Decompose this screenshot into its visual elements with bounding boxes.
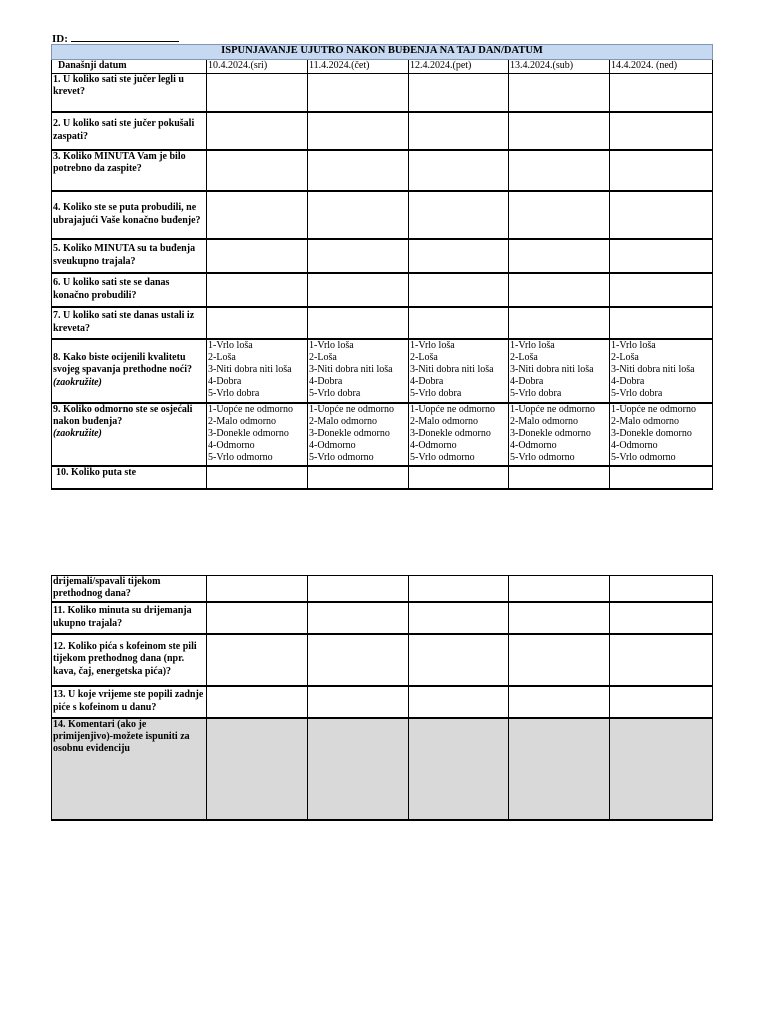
answer-cell[interactable] bbox=[308, 602, 409, 634]
answer-cell[interactable] bbox=[207, 466, 308, 489]
question-row-2 bbox=[52, 112, 713, 150]
answer-cell[interactable] bbox=[509, 112, 610, 150]
option[interactable]: 4-Odmorno bbox=[410, 440, 457, 452]
question-label: 14. Komentari (ako je primijenjivo)-možete ispuniti za osobnu evidenciju bbox=[52, 718, 207, 820]
answer-cell[interactable] bbox=[509, 191, 610, 239]
option[interactable]: 1-Uopće ne odmorno bbox=[510, 403, 595, 415]
answer-cell[interactable] bbox=[409, 74, 509, 112]
quality-options[interactable] bbox=[610, 339, 713, 403]
option[interactable]: 4-Odmorno bbox=[208, 440, 255, 452]
question-label: 10. Koliko puta ste bbox=[52, 466, 207, 489]
answer-cell[interactable] bbox=[610, 686, 713, 718]
option[interactable]: 2-Malo odmorno bbox=[510, 415, 579, 427]
option[interactable]: 1-Vrlo loša bbox=[510, 339, 555, 351]
answer-cell[interactable] bbox=[207, 74, 308, 112]
rested-options[interactable] bbox=[509, 403, 610, 466]
date-cell: 11.4.2024.(čet) bbox=[308, 60, 409, 74]
option[interactable]: 3-Donekle domorno bbox=[611, 427, 692, 439]
answer-cell[interactable] bbox=[610, 112, 713, 150]
option[interactable]: 5-Vrlo dobra bbox=[309, 388, 361, 400]
quality-options[interactable] bbox=[207, 339, 308, 403]
answer-cell[interactable] bbox=[207, 112, 308, 150]
answer-cell[interactable] bbox=[509, 239, 610, 273]
question-row-5 bbox=[52, 239, 713, 273]
comment-cell[interactable] bbox=[308, 718, 409, 820]
answer-cell[interactable] bbox=[509, 576, 610, 602]
question-label: 7. U koliko sati ste danas ustali iz kreveta? bbox=[52, 307, 207, 339]
answer-cell[interactable] bbox=[509, 466, 610, 489]
option[interactable]: 1-Uopće ne odmorno bbox=[410, 403, 495, 415]
option[interactable]: 5-Vrlo dobra bbox=[510, 388, 562, 400]
question-label: 11. Koliko minuta su drijemanja ukupno trajala? bbox=[52, 602, 207, 634]
option[interactable]: 4-Dobra bbox=[208, 376, 242, 388]
answer-cell[interactable] bbox=[207, 634, 308, 686]
answer-cell[interactable] bbox=[207, 239, 308, 273]
option[interactable]: 5-Vrlo odmorno bbox=[611, 452, 676, 464]
answer-cell[interactable] bbox=[308, 239, 409, 273]
option[interactable]: 1-Vrlo loša bbox=[208, 339, 253, 351]
question-row-9 bbox=[52, 403, 713, 466]
option[interactable]: 1-Vrlo loša bbox=[611, 339, 656, 351]
option[interactable]: 4-Dobra bbox=[611, 376, 645, 388]
option[interactable]: 2-Malo odmorno bbox=[309, 415, 378, 427]
question-row-11 bbox=[52, 602, 713, 634]
answer-cell[interactable] bbox=[409, 150, 509, 191]
question-label: 2. U koliko sati ste jučer pokušali zaspati? bbox=[52, 112, 207, 150]
question-row-8 bbox=[52, 339, 713, 403]
option[interactable]: 5-Vrlo odmorno bbox=[410, 452, 475, 464]
question-row-7 bbox=[52, 307, 713, 339]
id-label: ID: bbox=[52, 33, 68, 45]
date-cell: 10.4.2024.(sri) bbox=[207, 60, 308, 74]
quality-options[interactable] bbox=[409, 339, 509, 403]
option[interactable]: 1-Uopće ne odmorno bbox=[208, 403, 293, 415]
question-label bbox=[52, 339, 207, 403]
option[interactable]: 3-Donekle odmorno bbox=[410, 427, 491, 439]
answer-cell[interactable] bbox=[308, 273, 409, 307]
date-header-label: Današnji datum bbox=[52, 60, 207, 74]
option[interactable]: 2-Loša bbox=[410, 351, 438, 363]
option[interactable]: 4-Odmorno bbox=[309, 440, 356, 452]
option[interactable]: 2-Malo odmorno bbox=[611, 415, 680, 427]
answer-cell[interactable] bbox=[409, 273, 509, 307]
option[interactable]: 3-Niti dobra niti loša bbox=[410, 363, 494, 375]
answer-cell[interactable] bbox=[509, 74, 610, 112]
answer-cell[interactable] bbox=[610, 307, 713, 339]
option[interactable]: 5-Vrlo dobra bbox=[410, 388, 462, 400]
answer-cell[interactable] bbox=[509, 273, 610, 307]
option[interactable]: 3-Donekle odmorno bbox=[309, 427, 390, 439]
quality-options[interactable] bbox=[509, 339, 610, 403]
sleep-diary-table-top bbox=[51, 44, 713, 490]
question-row-12 bbox=[52, 634, 713, 686]
question-row-13 bbox=[52, 686, 713, 718]
title-row bbox=[52, 45, 713, 60]
question-row-10 bbox=[52, 466, 713, 489]
comment-cell[interactable] bbox=[207, 718, 308, 820]
answer-cell[interactable] bbox=[509, 686, 610, 718]
question-note: (zaokružite) bbox=[53, 427, 102, 439]
question-row-6 bbox=[52, 273, 713, 307]
question-text: 9. Koliko odmorno ste se osjećali nakon buđenja? bbox=[53, 403, 193, 427]
option[interactable]: 2-Malo odmorno bbox=[208, 415, 277, 427]
answer-cell[interactable] bbox=[308, 307, 409, 339]
option[interactable]: 5-Vrlo dobra bbox=[611, 388, 663, 400]
option[interactable]: 3-Donekle odmorno bbox=[208, 427, 289, 439]
option[interactable]: 5-Vrlo odmorno bbox=[510, 452, 575, 464]
answer-cell[interactable] bbox=[308, 466, 409, 489]
answer-cell[interactable] bbox=[409, 307, 509, 339]
answer-cell[interactable] bbox=[409, 112, 509, 150]
question-row-14 bbox=[52, 718, 713, 820]
question-text: 8. Kako biste ocijenili kvalitetu svojeg spavanja prethodne noći? bbox=[53, 352, 192, 376]
question-row-3 bbox=[52, 150, 713, 191]
answer-cell[interactable] bbox=[308, 634, 409, 686]
answer-cell[interactable] bbox=[207, 273, 308, 307]
answer-cell[interactable] bbox=[610, 466, 713, 489]
answer-cell[interactable] bbox=[610, 239, 713, 273]
answer-cell[interactable] bbox=[308, 686, 409, 718]
question-label: 1. U koliko sati ste jučer legli u krevet? bbox=[52, 74, 207, 112]
option[interactable]: 1-Vrlo loša bbox=[410, 339, 455, 351]
answer-cell[interactable] bbox=[409, 634, 509, 686]
question-label: 5. Koliko MINUTA su ta buđenja sveukupno trajala? bbox=[52, 239, 207, 273]
answer-cell[interactable] bbox=[409, 191, 509, 239]
option[interactable]: 3-Niti dobra niti loša bbox=[208, 363, 292, 375]
option[interactable]: 5-Vrlo odmorno bbox=[208, 452, 273, 464]
answer-cell[interactable] bbox=[409, 686, 509, 718]
option[interactable]: 5-Vrlo odmorno bbox=[309, 452, 374, 464]
option[interactable]: 2-Malo odmorno bbox=[410, 415, 479, 427]
question-note: (zaokružite) bbox=[53, 376, 102, 388]
answer-cell[interactable] bbox=[509, 150, 610, 191]
question-label: 4. Koliko ste se puta probudili, ne ubrajajući Vaše konačno buđenje? bbox=[52, 191, 207, 239]
option[interactable]: 2-Loša bbox=[208, 351, 236, 363]
answer-cell[interactable] bbox=[207, 150, 308, 191]
question-label: 3. Koliko MINUTA Vam je bilo potrebno da zaspite? bbox=[52, 150, 207, 191]
answer-cell[interactable] bbox=[207, 307, 308, 339]
answer-cell[interactable] bbox=[308, 150, 409, 191]
question-row-1 bbox=[52, 74, 713, 112]
option[interactable]: 4-Dobra bbox=[309, 376, 343, 388]
comment-cell[interactable] bbox=[409, 718, 509, 820]
rested-options[interactable] bbox=[409, 403, 509, 466]
answer-cell[interactable] bbox=[610, 273, 713, 307]
option[interactable]: 1-Uopće ne odmorno bbox=[611, 403, 696, 415]
id-field[interactable] bbox=[52, 31, 179, 45]
option[interactable]: 4-Dobra bbox=[510, 376, 544, 388]
answer-cell[interactable] bbox=[409, 602, 509, 634]
answer-cell[interactable] bbox=[308, 191, 409, 239]
rested-options[interactable] bbox=[308, 403, 409, 466]
answer-cell[interactable] bbox=[308, 112, 409, 150]
option[interactable]: 4-Dobra bbox=[410, 376, 444, 388]
question-row-4 bbox=[52, 191, 713, 239]
answer-cell[interactable] bbox=[308, 74, 409, 112]
answer-cell[interactable] bbox=[207, 191, 308, 239]
answer-cell[interactable] bbox=[207, 602, 308, 634]
option[interactable]: 1-Uopće ne odmorno bbox=[309, 403, 394, 415]
answer-cell[interactable] bbox=[207, 686, 308, 718]
answer-cell[interactable] bbox=[409, 466, 509, 489]
question-label: 13. U koje vrijeme ste popili zadnje piće s kofeinom u danu? bbox=[52, 686, 207, 718]
answer-cell[interactable] bbox=[409, 239, 509, 273]
date-header-row bbox=[52, 60, 713, 74]
date-cell: 13.4.2024.(sub) bbox=[509, 60, 610, 74]
answer-cell[interactable] bbox=[509, 307, 610, 339]
option[interactable]: 1-Vrlo loša bbox=[309, 339, 354, 351]
option[interactable]: 2-Loša bbox=[309, 351, 337, 363]
id-blank[interactable] bbox=[71, 31, 179, 42]
option[interactable]: 3-Niti dobra niti loša bbox=[309, 363, 393, 375]
option[interactable]: 5-Vrlo dobra bbox=[208, 388, 260, 400]
answer-cell[interactable] bbox=[610, 191, 713, 239]
option[interactable]: 3-Niti dobra niti loša bbox=[611, 363, 695, 375]
option[interactable]: 2-Loša bbox=[510, 351, 538, 363]
quality-options[interactable] bbox=[308, 339, 409, 403]
sleep-diary-table-bottom bbox=[51, 575, 713, 821]
option[interactable]: 3-Niti dobra niti loša bbox=[510, 363, 594, 375]
option[interactable]: 4-Odmorno bbox=[611, 440, 658, 452]
answer-cell[interactable] bbox=[610, 150, 713, 191]
answer-cell[interactable] bbox=[207, 576, 308, 602]
date-cell: 12.4.2024.(pet) bbox=[409, 60, 509, 74]
answer-cell[interactable] bbox=[610, 634, 713, 686]
comment-cell[interactable] bbox=[509, 718, 610, 820]
option[interactable]: 3-Donekle odmorno bbox=[510, 427, 591, 439]
rested-options[interactable] bbox=[610, 403, 713, 466]
question-label bbox=[52, 403, 207, 466]
option[interactable]: 2-Loša bbox=[611, 351, 639, 363]
answer-cell[interactable] bbox=[610, 602, 713, 634]
question-label: 6. U koliko sati ste se danas konačno probudili? bbox=[52, 273, 207, 307]
question-row-10-cont bbox=[52, 576, 713, 602]
table-title: ISPUNJAVANJE UJUTRO NAKON BUĐENJA NA TAJ DAN/DATUM bbox=[52, 45, 713, 60]
question-label: 12. Koliko pića s kofeinom ste pili tijekom prethodnog dana (npr. kava, čaj, energetska pića)? bbox=[52, 634, 207, 686]
answer-cell[interactable] bbox=[308, 576, 409, 602]
answer-cell[interactable] bbox=[509, 602, 610, 634]
question-label: drijemali/spavali tijekom prethodnog dana? bbox=[52, 576, 207, 602]
date-cell: 14.4.2024. (ned) bbox=[610, 60, 713, 74]
option[interactable]: 4-Odmorno bbox=[510, 440, 557, 452]
answer-cell[interactable] bbox=[610, 576, 713, 602]
answer-cell[interactable] bbox=[509, 634, 610, 686]
comment-cell[interactable] bbox=[610, 718, 713, 820]
rested-options[interactable] bbox=[207, 403, 308, 466]
answer-cell[interactable] bbox=[610, 74, 713, 112]
answer-cell[interactable] bbox=[409, 576, 509, 602]
